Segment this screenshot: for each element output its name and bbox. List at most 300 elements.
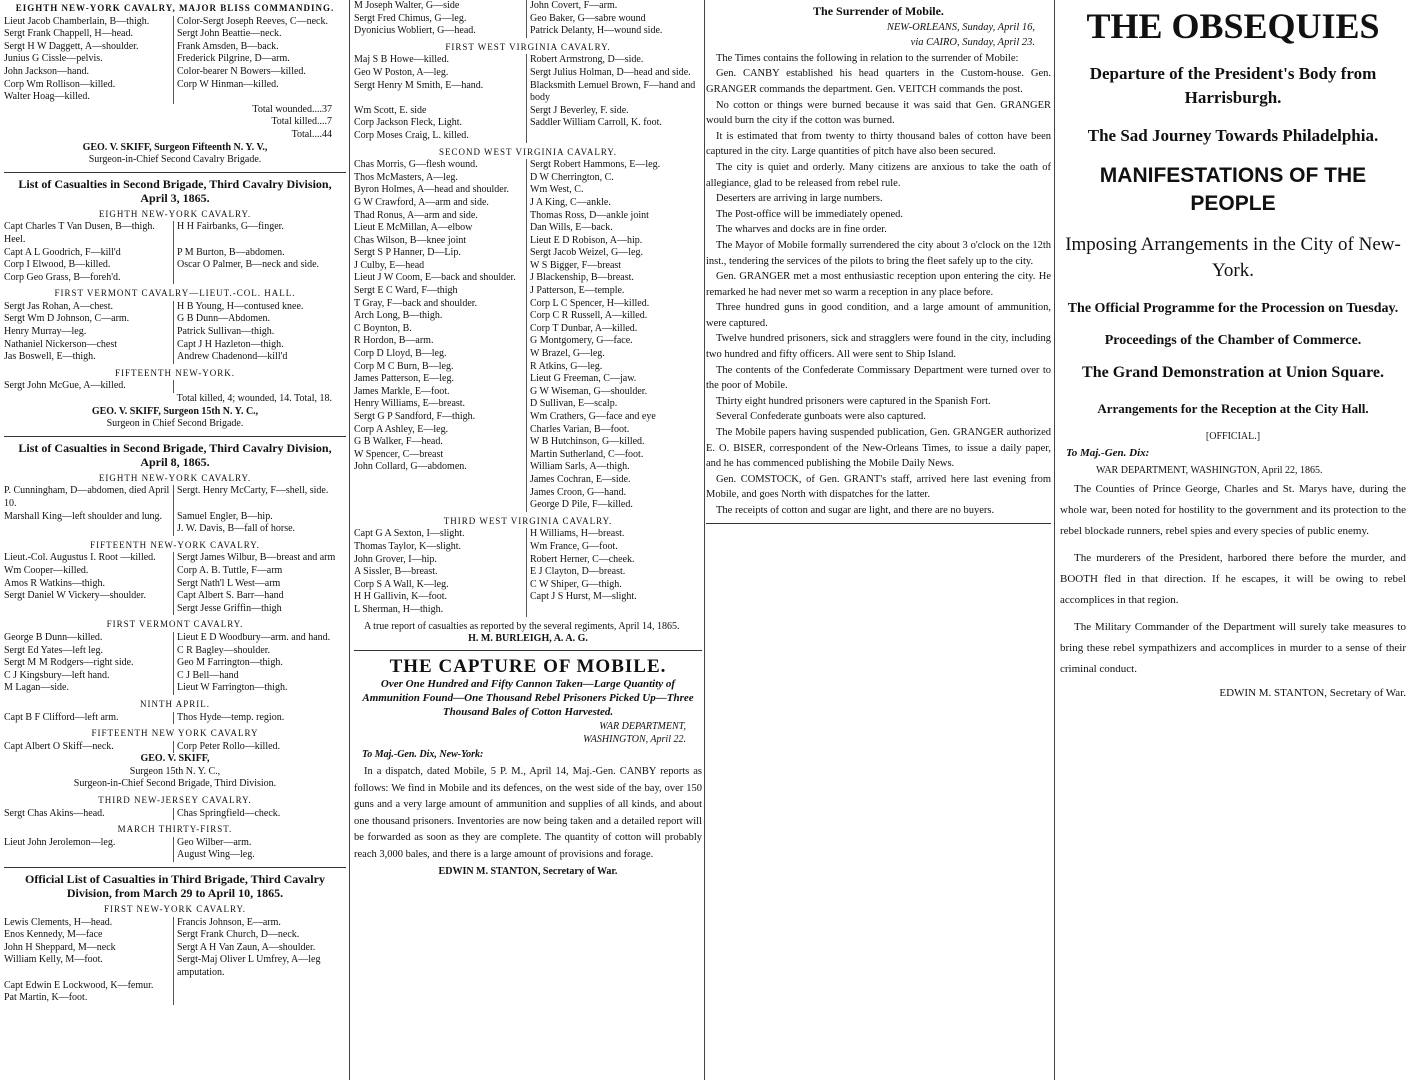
casualty-row — [4, 552, 346, 565]
casualty-entry-right: C W Shiper, G—thigh. — [526, 579, 702, 592]
casualty-row — [4, 259, 346, 272]
paragraph: The Military Commander of the Department will surely take measures to bring these rebel sympathizers and accomplices in murder to a sense of their criminal conduct. — [1060, 620, 1406, 675]
deck-8: Arrangements for the Reception at the City Hall. — [1097, 401, 1369, 416]
casualty-row — [354, 247, 702, 260]
casualty-entry-left: Sergt Ed Yates—left leg. — [4, 644, 103, 656]
casualty-row — [4, 511, 346, 524]
casualty-entry-right: H B Young, H—contused knee. — [173, 301, 346, 314]
casualty-entry-left: Dyonicius Wobliert, G—head. — [354, 25, 476, 37]
casualty-row — [354, 172, 702, 185]
paragraph: The wharves and docks are in fine order. — [716, 224, 887, 236]
casualty-row — [354, 566, 702, 579]
casualty-row — [354, 310, 702, 323]
casualty-row — [354, 25, 702, 38]
casualty-entry-right: H H Fairbanks, G—finger. — [173, 221, 346, 246]
signature-title: Surgeon-in-Chief Second Brigade, Third Division. — [73, 778, 277, 790]
casualty-entry-right: G W Wiseman, G—shoulder. — [526, 386, 702, 399]
divider — [354, 650, 702, 651]
casualty-row — [4, 221, 346, 246]
casualty-entry-left: Enos Kennedy, M—face — [4, 929, 103, 941]
casualty-entry-right: Sergt Robert Hammons, E—leg. — [526, 159, 702, 172]
casualty-entry-right: Capt Albert S. Barr—hand — [173, 590, 346, 603]
casualty-entry-left: Corp S A Wall, K—leg. — [354, 578, 449, 590]
casualty-row — [4, 326, 346, 339]
regiment-heading: NINTH APRIL. — [140, 698, 210, 709]
casualty-row — [4, 980, 346, 993]
casualty-entry-left: Wm Cooper—killed. — [4, 564, 89, 576]
casualty-entry-left: John Collard, G—abdomen. — [354, 461, 467, 473]
casualty-entry-left: Lieut J W Coom, E—back and shoulder. — [354, 272, 516, 284]
casualty-row — [4, 247, 346, 260]
casualty-entry-right: D Sullivan, E—scalp. — [526, 398, 702, 411]
regiment-heading: FIFTEENTH NEW YORK CAVALRY — [91, 728, 259, 739]
casualty-entry-left: Amos R Watkins—thigh. — [4, 577, 105, 589]
casualty-entry-left: M Lagan—side. — [4, 682, 69, 694]
casualty-entry-right: Sergt John Beattie—neck. — [173, 28, 346, 41]
casualty-entry-left — [354, 487, 526, 500]
casualty-row — [4, 670, 346, 683]
paragraph: The murderers of the President, harbored there before the murder, and BOOTH fled in that direction. If he escapes, it will be owing to rebel accomplices in that region. — [1060, 551, 1406, 606]
article-deck: Over One Hundred and Fifty Cannon Taken—Large Quantity of Ammunition Found—One Thousand Rebel Prisoners Picked Up—Three Thousand Bales of Cotton Harvested. — [362, 678, 694, 719]
casualty-row — [4, 91, 346, 104]
casualty-entry-left: A Sissler, B—breast. — [354, 566, 438, 578]
column-2 — [354, 0, 702, 1080]
casualty-entry-right: John Covert, F—arm. — [526, 0, 702, 13]
casualty-row — [4, 645, 346, 658]
signature: GEO. V. SKIFF, Surgeon Fifteenth N. Y. V., — [82, 141, 268, 153]
column-rule — [1054, 0, 1055, 1080]
casualty-entry-right: Thos Hyde—temp. region. — [173, 712, 346, 725]
casualty-rows — [354, 0, 702, 38]
casualty-entry-left: Chas Wilson, B—knee joint — [354, 234, 467, 246]
casualty-entry-right: Corp A. B. Tuttle, F—arm — [173, 565, 346, 578]
casualty-entry-left: John Grover, I—hip. — [354, 553, 437, 565]
signature: GEO. V. SKIFF, Surgeon 15th N. Y. C., — [91, 405, 259, 417]
casualty-row — [4, 942, 346, 955]
casualty-row — [354, 579, 702, 592]
casualty-entry-right: Saddler William Carroll, K. foot. — [526, 117, 702, 130]
casualty-row — [354, 449, 702, 462]
casualty-entry-right: J A King, C—ankle. — [526, 197, 702, 210]
casualty-entry-left: Lewis Clements, H—head. — [4, 916, 113, 928]
article-body: In a dispatch, dated Mobile, 5 P. M., April 14, Maj.-Gen. CANBY reports as follows: We find in Mobile and its defences, on the west side of the bay, over 150 guns and a very large amount of ammunition and supplies of all kinds, and about one thousand prisoners. Inventories are now being taken and a detailed report will be forwarded as soon as they are complete. The quantity of cotton will probably reach 3,000 bales, and there is a large amount of provisions and forage. — [354, 766, 702, 860]
casualty-row — [4, 301, 346, 314]
casualty-entry-right: Capt J S Hurst, M—slight. — [526, 591, 702, 604]
casualty-row — [4, 523, 346, 536]
casualty-entry-right: Sergt Nath'l L West—arm — [173, 578, 346, 591]
casualty-entry-right — [173, 980, 346, 993]
regiment-heading: SECOND WEST VIRGINIA CAVALRY. — [438, 146, 618, 157]
casualty-entry-right: Samuel Engler, B—hip. — [173, 511, 346, 524]
deck-1: Departure of the President's Body from Harrisburgh. — [1089, 64, 1377, 107]
casualty-entry-right: Wm West, C. — [526, 184, 702, 197]
casualty-entry-right: William Sarls, A—thigh. — [526, 461, 702, 474]
casualty-row — [4, 808, 346, 821]
divider — [706, 523, 1051, 524]
casualty-entry-right: Oscar O Palmer, B—neck and side. — [173, 259, 346, 272]
signature-title: Surgeon 15th N. Y. C., — [129, 765, 221, 777]
casualty-row — [4, 53, 346, 66]
casualty-entry-left: Capt A L Goodrich, F—kill'd — [4, 246, 121, 258]
paragraph: Gen. GRANGER met a most enthusiastic reception upon entering the city. He remarked he had never met so warm a reception in any place before. — [706, 271, 1051, 298]
paragraph: Thirty eight hundred prisoners were captured in the Spanish Fort. — [716, 395, 991, 407]
casualty-entry-right — [173, 380, 346, 393]
casualty-row — [354, 411, 702, 424]
casualty-row — [4, 849, 346, 862]
casualty-entry-left: Nathaniel Nickerson—chest — [4, 338, 118, 350]
casualty-row — [354, 591, 702, 604]
casualty-entry-left: John Jackson—hand. — [4, 65, 89, 77]
casualty-row — [354, 272, 702, 285]
casualty-row — [4, 79, 346, 92]
casualty-entry-right: George D Pile, F—killed. — [526, 499, 702, 512]
regiment-heading: EIGHTH NEW-YORK CAVALRY. — [98, 208, 252, 219]
casualty-entry-left: Jas Boswell, E—thigh. — [4, 351, 96, 363]
casualty-entry-right: J Blackenship, B—breast. — [526, 272, 702, 285]
dateline: NEW-ORLEANS, Sunday, April 16, — [886, 21, 1035, 33]
casualty-entry-left — [354, 474, 526, 487]
casualty-row — [4, 66, 346, 79]
casualty-entry-left: Corp A Ashley, E—leg. — [354, 423, 449, 435]
casualty-entry-right: R Atkins, G—leg. — [526, 361, 702, 374]
casualty-entry-left: Maj S B Howe—killed. — [354, 54, 449, 66]
casualty-entry-right: Color-Sergt Joseph Reeves, C—neck. — [173, 16, 346, 29]
signature-title: Surgeon-in-Chief Second Cavalry Brigade. — [88, 154, 262, 166]
casualty-entry-left: J Culby, E—head — [354, 259, 425, 271]
casualty-row — [4, 351, 346, 364]
casualty-row — [354, 210, 702, 223]
casualty-row — [4, 28, 346, 41]
casualty-entry-left: Capt B F Clifford—left arm. — [4, 711, 119, 723]
dateline: via CAIRO, Sunday, April 23. — [910, 37, 1035, 49]
casualty-entry-right: Robert Armstrong, D—side. — [526, 54, 702, 67]
addressee: To Maj.-Gen. Dix, New-York: — [362, 749, 484, 761]
casualty-row — [354, 54, 702, 67]
casualty-entry-left: Sergt S P Hanner, D—Lip. — [354, 247, 461, 259]
casualty-entry-right: Sergt J Beverley, F. side. — [526, 105, 702, 118]
casualty-row — [4, 992, 346, 1005]
casualty-entry-right — [526, 130, 702, 143]
casualty-entry-right: Charles Varian, B—foot. — [526, 424, 702, 437]
casualty-entry-left: Marshall King—left shoulder and lung. — [4, 510, 163, 522]
paragraph: Gen. CANBY established his head quarters in the Custom-house. Gen. GRANGER commands the department. Gen. VEITCH commands the post. — [706, 68, 1051, 95]
casualty-entry-left: Henry Murray—leg. — [4, 326, 87, 338]
casualty-row — [354, 373, 702, 386]
casualty-entry-right: James Cochran, E—side. — [526, 474, 702, 487]
casualty-row — [354, 67, 702, 80]
regiment-heading: THIRD WEST VIRGINIA CAVALRY. — [443, 515, 613, 526]
dateline: WAR DEPARTMENT, WASHINGTON, April 22, 1865. — [1096, 465, 1323, 477]
section-heading: EIGHTH NEW-YORK CAVALRY, MAJOR BLISS COMMANDING. — [15, 3, 335, 13]
casualty-sections — [4, 903, 346, 1005]
article-headline: The Surrender of Mobile. — [813, 4, 944, 18]
page-headline: THE OBSEQUIES — [1086, 6, 1380, 46]
casualty-entry-right: Geo Wilber—arm. — [173, 837, 346, 850]
casualty-entry-right: W Brazel, G—leg. — [526, 348, 702, 361]
paragraph: The Post-office will be immediately opened. — [716, 208, 904, 220]
casualty-entry-right: Frank Amsden, B—back. — [173, 41, 346, 54]
casualty-entry-left: G W Crawford, A—arm and side. — [354, 196, 489, 208]
article-headline: THE CAPTURE OF MOBILE. — [389, 655, 667, 677]
casualty-entry-right — [173, 91, 346, 104]
casualty-entry-right: Sergt A H Van Zaun, A—shoulder. — [173, 942, 346, 955]
casualty-entry-left: Corp D Lloyd, B—leg. — [354, 348, 447, 360]
casualty-row — [354, 285, 702, 298]
list-title: Official List of Casualties in Third Brigade, Third Cavalry Division, from March 29 to April 10, 1865. — [4, 867, 346, 900]
deck-4: Imposing Arrangements in the City of New-York. — [1065, 234, 1401, 281]
regiment-heading: THIRD NEW-JERSEY CAVALRY. — [98, 795, 252, 806]
casualty-entry-right: Sergt Frank Church, D—neck. — [173, 929, 346, 942]
casualty-entry-right: Lieut E D Woodbury—arm. and hand. — [173, 632, 346, 645]
casualty-entry-left: R Hordon, B—arm. — [354, 335, 434, 347]
casualty-entry-right: James Croon, G—hand. — [526, 487, 702, 500]
casualty-row — [354, 348, 702, 361]
casualty-entry-left: John H Sheppard, M—neck — [4, 941, 116, 953]
casualty-row — [354, 424, 702, 437]
dateline: WASHINGTON, April 22. — [583, 733, 686, 745]
casualty-entry-left: Sergt Frank Chappell, H—head. — [4, 28, 133, 40]
casualty-entry-right: P M Burton, B—abdomen. — [173, 247, 346, 260]
casualty-entry-left: Sergt G P Sandford, F—thigh. — [354, 411, 476, 422]
total-wounded: Total wounded....37 — [252, 103, 332, 115]
casualty-entry-left: William Kelly, M—foot. — [4, 954, 103, 966]
casualty-entry-right: G Montgomery, G—face. — [526, 335, 702, 348]
casualty-entry-right: Corp W Hinman—killed. — [173, 79, 346, 92]
casualty-row — [354, 335, 702, 348]
casualty-row — [354, 474, 702, 487]
casualty-row — [4, 657, 346, 670]
casualty-entry-left: Sergt M M Rodgers—right side. — [4, 657, 134, 669]
casualty-row — [354, 361, 702, 374]
casualty-row — [4, 565, 346, 578]
casualty-row — [4, 837, 346, 850]
casualty-entry-right: August Wing—leg. — [173, 849, 346, 862]
casualty-row — [4, 41, 346, 54]
casualty-entry-left: Corp M C Burn, B—leg. — [354, 360, 454, 372]
casualty-entry-left: Capt Edwin E Lockwood, K—femur. — [4, 979, 154, 991]
article-body — [706, 51, 1051, 519]
casualty-entry-left: Corp Jackson Fleck, Light. — [354, 117, 463, 129]
casualty-entry-right: Color-bearer N Bowers—killed. — [173, 66, 346, 79]
casualty-entry-right: Sergt Julius Holman, D—head and side. — [526, 67, 702, 80]
casualty-row — [4, 590, 346, 603]
casualty-entry-left: Sergt Fred Chimus, G—leg. — [354, 12, 467, 24]
casualty-entry-left: Henry Williams, E—breast. — [354, 398, 466, 410]
paragraph: Several Confederate gunboats were also captured. — [716, 411, 926, 423]
casualty-entry-left — [4, 849, 173, 862]
signature: EDWIN M. STANTON, Secretary of War. — [438, 866, 618, 878]
casualty-entry-left: Pat Martin, K—foot. — [4, 992, 88, 1004]
deck-3: MANIFESTATIONS OF THE PEOPLE — [1099, 164, 1367, 215]
casualty-row — [354, 159, 702, 172]
casualty-entry-left: Sergt H W Daggett, A—shoulder. — [4, 40, 139, 52]
report-signature: H. M. BURLEIGH, A. A. G. — [468, 633, 588, 645]
casualty-row — [4, 485, 346, 510]
list-title: List of Casualties in Second Brigade, Third Cavalry Division, April 8, 1865. — [4, 436, 346, 469]
paragraph: Deserters are arriving in large numbers. — [716, 193, 883, 205]
casualty-entry-left: Capt G A Sexton, I—slight. — [354, 528, 465, 540]
casualty-entry-right: Wm Crathers, G—face and eye — [526, 411, 702, 424]
casualty-row — [4, 741, 346, 754]
casualty-entry-left: Corp Wm Rollison—killed. — [4, 78, 116, 90]
casualty-row — [354, 130, 702, 143]
casualty-entry-left: C J Kingsbury—left hand. — [4, 669, 110, 681]
casualty-entry-right: Sergt-Maj Oliver L Umfrey, A—leg amputation. — [173, 954, 346, 979]
casualty-row — [354, 117, 702, 130]
casualty-row — [354, 386, 702, 399]
paragraph: The receipts of cotton and sugar are light, and there are no buyers. — [716, 505, 995, 516]
casualty-entry-left: Sergt John McGue, A—killed. — [4, 380, 126, 392]
paragraph: The Mobile papers having suspended publication, Gen. GRANGER authorized E. O. BISER, correspondent of the New-Orleans Times, to issue a daily paper, and he has commenced publishing the Mobile Daily News. — [706, 427, 1051, 470]
casualty-row — [354, 554, 702, 567]
casualty-entry-right: Corp L C Spencer, H—killed. — [526, 298, 702, 311]
casualty-entry-right — [526, 604, 702, 617]
casualty-entry-left: Geo W Poston, A—leg. — [354, 66, 449, 78]
casualty-entry-right: Lieut E D Robison, A—hip. — [526, 235, 702, 248]
casualty-entry-left: G B Walker, F—head. — [354, 436, 443, 448]
casualty-entry-right: Sergt Jesse Griffin—thigh — [173, 603, 346, 616]
regiment-heading: FIRST VERMONT CAVALRY—LIEUT.-COL. HALL. — [54, 288, 296, 299]
regiment-heading: FIRST VERMONT CAVALRY. — [106, 619, 244, 630]
casualty-rows — [4, 16, 346, 104]
casualty-entry-left: Capt Charles T Van Dusen, B—thigh. Heel. — [4, 221, 155, 245]
casualty-entry-right: Sergt Jacob Weizel, G—leg. — [526, 247, 702, 260]
total: Total....44 — [291, 128, 332, 140]
casualty-entry-right: W S Bigger, F—breast — [526, 260, 702, 273]
casualty-entry-left — [4, 523, 173, 536]
casualty-entry-right: Corp T Dunbar, A—killed. — [526, 323, 702, 336]
casualty-row — [4, 954, 346, 979]
casualty-entry-left: Wm Scott, E. side — [354, 104, 427, 116]
deck-7: The Grand Demonstration at Union Square. — [1082, 364, 1384, 381]
list-total: Total killed, 4; wounded, 14. Total, 18. — [176, 393, 332, 405]
casualty-row — [354, 197, 702, 210]
casualty-row — [354, 0, 702, 13]
casualty-entry-right: H Williams, H—breast. — [526, 528, 702, 541]
casualty-entry-right: Martin Sutherland, C—foot. — [526, 449, 702, 462]
casualty-entry-right: Andrew Chadenond—kill'd — [173, 351, 346, 364]
column-1 — [4, 0, 346, 1080]
casualty-entry-left — [354, 499, 526, 512]
casualty-row — [4, 917, 346, 930]
casualty-entry-right: E J Clayton, D—breast. — [526, 566, 702, 579]
casualty-entry-right: Robert Herner, C—cheek. — [526, 554, 702, 567]
casualty-entry-left: T Gray, F—back and shoulder. — [354, 297, 478, 309]
deck-6: Proceedings of the Chamber of Commerce. — [1104, 333, 1362, 348]
casualty-row — [4, 16, 346, 29]
casualty-entry-right: Blacksmith Lemuel Brown, F—hand and body — [526, 80, 702, 105]
casualty-entry-left: Thos McMasters, A—leg. — [354, 171, 458, 183]
casualty-row — [354, 528, 702, 541]
casualty-row — [4, 313, 346, 326]
casualty-entry-left: Corp Moses Craig, L. killed. — [354, 129, 469, 141]
paragraph: Twelve hundred prisoners, sick and stragglers were found in the city, including two hundred and fifty officers. All were sent to Ship Island. — [706, 333, 1051, 361]
casualty-entry-right: Geo Baker, G—sabre wound — [526, 13, 702, 26]
casualty-row — [4, 603, 346, 616]
signature-title: Surgeon in Chief Second Brigade. — [106, 418, 244, 430]
casualty-entry-left: Capt Albert O Skiff—neck. — [4, 740, 114, 752]
addressee: To Maj.-Gen. Dix: — [1066, 447, 1150, 460]
paragraph: The Mayor of Mobile formally surrendered the city about 3 o'clock on the 12th inst., tendering the services of the pilots to bring the fleet safely up to the city. — [706, 239, 1051, 267]
casualty-entry-left: James Patterson, E—leg. — [354, 373, 454, 385]
casualty-entry-left: Sergt Wm D Johnson, C—arm. — [4, 313, 130, 325]
casualty-entry-right: Wm France, G—foot. — [526, 541, 702, 554]
casualty-entry-right — [173, 992, 346, 1005]
casualty-row — [354, 541, 702, 554]
casualty-row — [354, 105, 702, 118]
casualty-entry-left: Sergt Chas Akins—head. — [4, 807, 105, 819]
casualty-entry-left: Sergt Jas Rohan, A—chest. — [4, 300, 113, 312]
casualty-row — [354, 499, 702, 512]
casualty-row — [4, 578, 346, 591]
report-note: A true report of casualties as reported by the several regiments, April 14, 1865. — [364, 620, 680, 632]
casualty-entry-left: M Joseph Walter, G—side — [354, 0, 460, 11]
paragraph: The city is quiet and orderly. Many citizens are anxious to take the oath of allegiance, glad to be released from rebel rule. — [706, 161, 1051, 189]
casualty-row — [354, 80, 702, 105]
casualty-row — [354, 436, 702, 449]
casualty-entry-right: Sergt James Wilbur, B—breast and arm — [173, 552, 346, 565]
dateline: WAR DEPARTMENT, — [599, 721, 686, 733]
casualty-entry-right: Thomas Ross, D—ankle joint — [526, 210, 702, 223]
casualty-row — [354, 398, 702, 411]
casualty-entry-right: Francis Johnson, E—arm. — [173, 917, 346, 930]
casualty-entry-left: Lieut.-Col. Augustus I. Root —killed. — [4, 552, 156, 564]
casualty-entry-right: Patrick Sullivan—thigh. — [173, 326, 346, 339]
dispatch-body — [1060, 479, 1406, 680]
regiment-heading: FIFTEENTH NEW-YORK. — [115, 367, 235, 378]
casualty-entry-right: Geo M Farrington—thigh. — [173, 657, 346, 670]
casualty-entry-right: Corp Peter Rollo—killed. — [173, 741, 346, 754]
casualty-row — [354, 323, 702, 336]
casualty-entry-right: C R Bagley—shoulder. — [173, 645, 346, 658]
casualty-entry-left: C Boynton, B. — [354, 322, 412, 334]
casualty-entry-left: Arch Long, B—thigh. — [354, 310, 443, 322]
regiment-heading: FIFTEENTH NEW-YORK CAVALRY. — [90, 539, 260, 550]
casualty-row — [4, 632, 346, 645]
casualty-row — [354, 260, 702, 273]
casualty-entry-right: Lieut W Farrington—thigh. — [173, 682, 346, 695]
casualty-row — [354, 461, 702, 474]
regiment-heading: EIGHTH NEW-YORK CAVALRY. — [98, 472, 252, 483]
column-4 — [1060, 0, 1406, 1080]
casualty-entry-right: J. W. Davis, B—fall of horse. — [173, 523, 346, 536]
column-3 — [706, 0, 1051, 1080]
regiment-heading: FIRST WEST VIRGINIA CAVALRY. — [445, 41, 611, 52]
casualty-entry-right: Capt J H Hazleton—thigh. — [173, 339, 346, 352]
casualty-entry-right: Frederick Pilgrine, D—arm. — [173, 53, 346, 66]
paragraph: The Counties of Prince George, Charles and St. Marys have, during the whole war, been noted for hostility to the government and its protection to the rebel blockade runners, rebel spies and every species of public enemy. — [1060, 482, 1406, 537]
casualty-entry-left: Sergt Daniel W Vickery—shoulder. — [4, 590, 146, 602]
casualty-entry-left: W Spencer, C—breast — [354, 448, 444, 460]
casualty-row — [4, 712, 346, 725]
casualty-entry-left: Lieut Jacob Chamberlain, B—thigh. — [4, 15, 150, 27]
casualty-entry-right: Corp C R Russell, A—killed. — [526, 310, 702, 323]
list-title: List of Casualties in Second Brigade, Third Cavalry Division, April 3, 1865. — [4, 172, 346, 205]
casualty-entry-left — [4, 603, 173, 616]
casualty-entry-left: Chas Morris, G—flesh wound. — [354, 159, 478, 171]
casualty-sections — [354, 41, 702, 617]
casualty-entry-left: L Sherman, H—thigh. — [354, 603, 444, 615]
column-rule — [349, 0, 350, 1080]
casualty-entry-left: Corp I Elwood, B—killed. — [4, 259, 111, 271]
casualty-row — [354, 235, 702, 248]
casualty-entry-right: G B Dunn—Abdomen. — [173, 313, 346, 326]
casualty-row — [4, 929, 346, 942]
casualty-entry-right: J Patterson, E—temple. — [526, 285, 702, 298]
casualty-entry-right: D W Cherrington, C. — [526, 172, 702, 185]
paragraph: The contents of the Confederate Commissary Department were turned over to the poor of Mobile. — [706, 364, 1051, 392]
casualty-entry-left: Sergt Henry M Smith, E—hand. — [354, 79, 484, 91]
